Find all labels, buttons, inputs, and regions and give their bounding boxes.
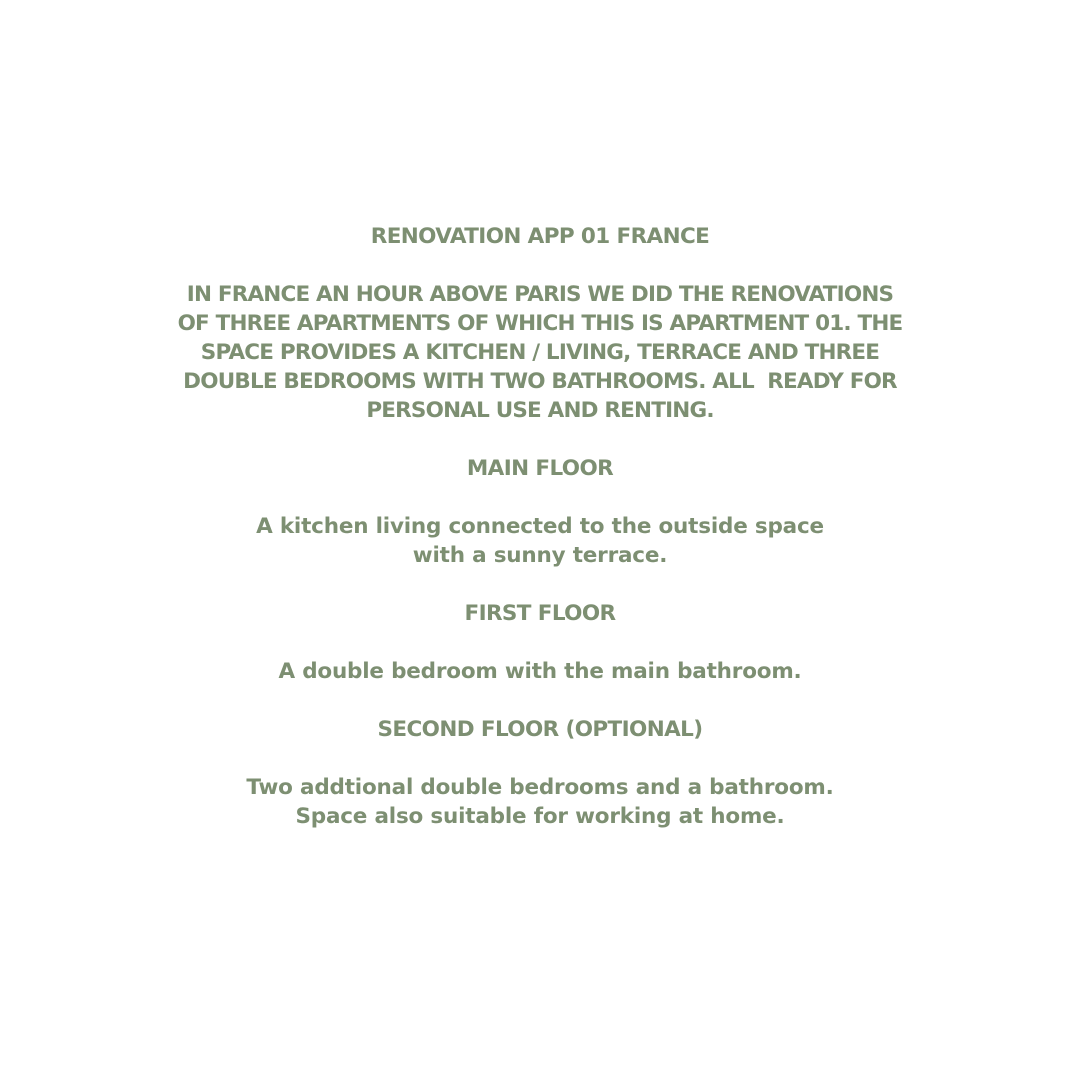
section-text-line: Two addtional double bedrooms and a bathroom. [246, 775, 834, 800]
spacer [0, 686, 1080, 715]
intro-line: SPACE PROVIDES A KITCHEN / LIVING, TERRACE AND THREE [200, 340, 880, 365]
section-heading: SECOND FLOOR (OPTIONAL) [377, 717, 703, 742]
section-heading: FIRST FLOOR [464, 601, 616, 626]
spacer [0, 570, 1080, 599]
intro-line: DOUBLE BEDROOMS WITH TWO BATHROOMS. ALL READY FOR [183, 369, 897, 394]
spacer [0, 483, 1080, 512]
section-text-line: Space also suitable for working at home. [295, 804, 785, 829]
section-text-line: with a sunny terrace. [412, 543, 668, 568]
section-heading: MAIN FLOOR [466, 456, 614, 481]
spacer [0, 425, 1080, 454]
intro-line: IN FRANCE AN HOUR ABOVE PARIS WE DID THE RENOVATIONS [186, 282, 894, 307]
project-description [0, 222, 1080, 831]
spacer [0, 744, 1080, 773]
spacer [0, 628, 1080, 657]
page-title: RENOVATION APP 01 FRANCE [370, 224, 710, 249]
spacer [0, 251, 1080, 280]
intro-line: PERSONAL USE AND RENTING. [366, 398, 714, 423]
section-text-line: A double bedroom with the main bathroom. [278, 659, 802, 684]
intro-paragraph [0, 280, 1080, 425]
section-text-line: A kitchen living connected to the outside space [256, 514, 824, 539]
intro-line: OF THREE APARTMENTS OF WHICH THIS IS APARTMENT 01. THE [177, 311, 903, 336]
section-first-floor [0, 599, 1080, 686]
section-second-floor [0, 715, 1080, 831]
section-main-floor [0, 454, 1080, 570]
